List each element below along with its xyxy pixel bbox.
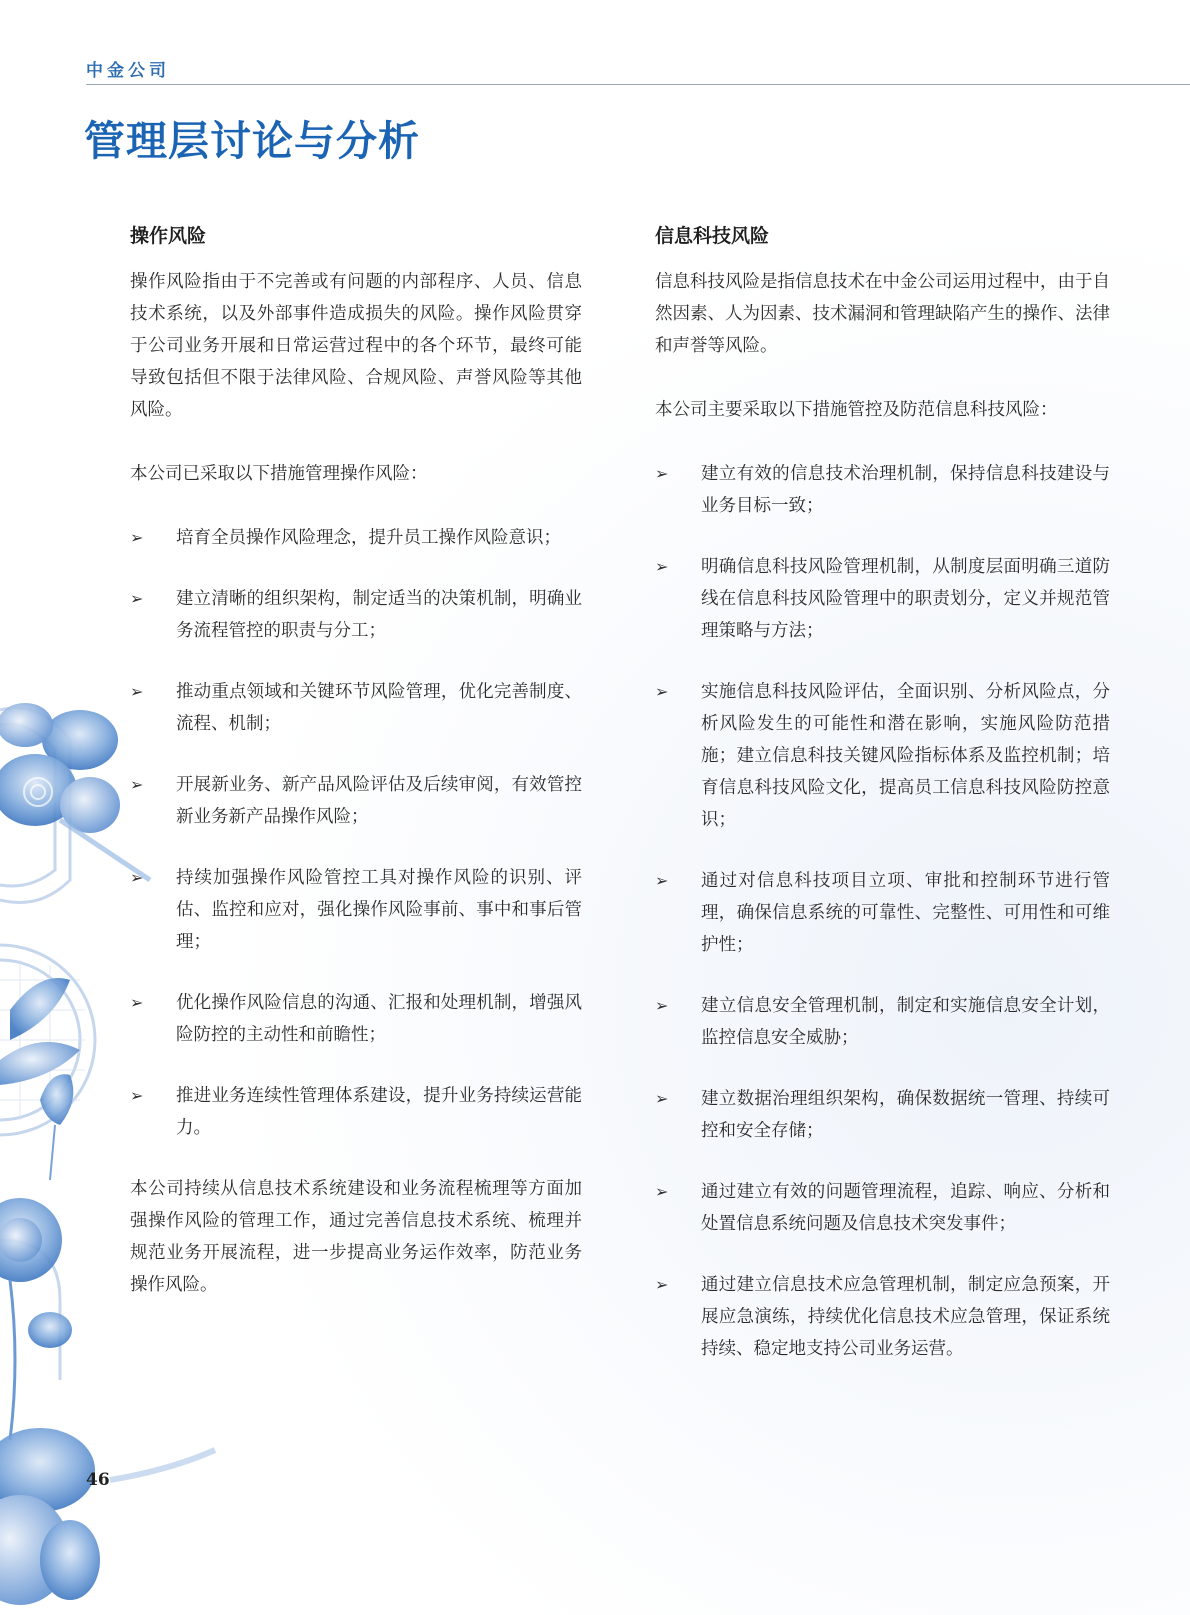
list-item: [655, 1269, 1110, 1365]
list-item: [130, 676, 582, 740]
list-item: [130, 583, 582, 647]
it-risk-lead: 本公司主要采取以下措施管控及防范信息科技风险：: [655, 400, 1058, 420]
arrow-bullet-icon: ➢: [130, 682, 144, 701]
list-item: [655, 990, 1110, 1054]
list-item: [655, 865, 1110, 961]
list-item-text: 推进业务连续性管理体系建设，提升业务持续运营能力。: [176, 1086, 582, 1138]
list-item-text: 优化操作风险信息的沟通、汇报和处理机制，增强风险防控的主动性和前瞻性；: [176, 993, 582, 1045]
list-item: [655, 1176, 1110, 1240]
operational-risk-measures: [130, 522, 582, 1144]
arrow-bullet-icon: ➢: [130, 528, 144, 547]
list-item: [130, 862, 582, 958]
list-item-text: 建立清晰的组织架构，制定适当的决策机制，明确业务流程管控的职责与分工；: [176, 589, 582, 641]
arrow-bullet-icon: ➢: [655, 1089, 669, 1108]
arrow-bullet-icon: ➢: [655, 464, 669, 483]
list-item: [130, 522, 582, 554]
list-item-text: 明确信息科技风险管理机制，从制度层面明确三道防线在信息科技风险管理中的职责划分，定义并规范管理策略与方法；: [701, 557, 1110, 641]
list-item-text: 建立信息安全管理机制，制定和实施信息安全计划，监控信息安全威胁；: [701, 996, 1110, 1048]
list-item: [130, 769, 582, 833]
arrow-bullet-icon: ➢: [655, 1275, 669, 1294]
list-item-text: 培育全员操作风险理念，提升员工操作风险意识；: [176, 528, 561, 548]
section-heading-it-risk: 信息科技风险: [655, 225, 770, 247]
arrow-bullet-icon: ➢: [130, 993, 144, 1012]
list-item: [130, 987, 582, 1051]
it-risk-measures: [655, 458, 1110, 1365]
list-item-text: 持续加强操作风险管控工具对操作风险的识别、评估、监控和应对，强化操作风险事前、事中和事后管理；: [176, 868, 582, 952]
list-item-text: 通过对信息科技项目立项、审批和控制环节进行管理，确保信息系统的可靠性、完整性、可用性和可维护性；: [701, 871, 1110, 955]
list-item: [655, 458, 1110, 522]
arrow-bullet-icon: ➢: [130, 868, 144, 887]
it-risk-intro: 信息科技风险是指信息技术在中金公司运用过程中，由于自然因素、人为因素、技术漏洞和管理缺陷产生的操作、法律和声誉等风险。: [655, 272, 1110, 356]
list-item: [655, 676, 1110, 836]
list-item-text: 建立有效的信息技术治理机制，保持信息科技建设与业务目标一致；: [701, 464, 1110, 516]
arrow-bullet-icon: ➢: [655, 871, 669, 890]
arrow-bullet-icon: ➢: [130, 1086, 144, 1105]
operational-risk-intro: 操作风险指由于不完善或有问题的内部程序、人员、信息技术系统，以及外部事件造成损失的风险。操作风险贯穿于公司业务开展和日常运营过程中的各个环节，最终可能导致包括但不限于法律风险、合规风险、声誉风险等其他风险。: [130, 272, 582, 420]
arrow-bullet-icon: ➢: [655, 682, 669, 701]
header-company-name: 中金公司: [86, 61, 170, 81]
list-item-text: 通过建立有效的问题管理流程，追踪、响应、分析和处置信息系统问题及信息技术突发事件；: [701, 1182, 1110, 1234]
left-column: [130, 220, 582, 1333]
list-item-text: 建立数据治理组织架构，确保数据统一管理、持续可控和安全存储；: [701, 1089, 1110, 1141]
section-heading-operational-risk: 操作风险: [130, 225, 207, 247]
arrow-bullet-icon: ➢: [655, 1182, 669, 1201]
list-item: [655, 1083, 1110, 1147]
list-item-text: 通过建立信息技术应急管理机制，制定应急预案，开展应急演练，持续优化信息技术应急管理，保证系统持续、稳定地支持公司业务运营。: [701, 1275, 1110, 1359]
list-item-text: 开展新业务、新产品风险评估及后续审阅，有效管控新业务新产品操作风险；: [176, 775, 582, 827]
operational-risk-lead: 本公司已采取以下措施管理操作风险：: [130, 464, 428, 484]
page-title: 管理层讨论与分析: [84, 117, 420, 165]
list-item: [130, 1080, 582, 1144]
right-column: [655, 220, 1110, 1394]
list-item: [655, 551, 1110, 647]
list-item-text: 实施信息科技风险评估，全面识别、分析风险点，分析风险发生的可能性和潜在影响，实施风险防范措施；建立信息科技关键风险指标体系及监控机制；培育信息科技风险文化，提高员工信息科技风险防控意识；: [701, 682, 1110, 830]
operational-risk-closing: 本公司持续从信息技术系统建设和业务流程梳理等方面加强操作风险的管理工作，通过完善信息技术系统、梳理并规范业务开展流程，进一步提高业务运作效率，防范业务操作风险。: [130, 1179, 582, 1295]
list-item-text: 推动重点领域和关键环节风险管理，优化完善制度、流程、机制；: [176, 682, 582, 734]
arrow-bullet-icon: ➢: [655, 557, 669, 576]
arrow-bullet-icon: ➢: [130, 589, 144, 608]
arrow-bullet-icon: ➢: [655, 996, 669, 1015]
header-divider: [86, 84, 1190, 85]
page-number: 46: [86, 1470, 110, 1490]
arrow-bullet-icon: ➢: [130, 775, 144, 794]
